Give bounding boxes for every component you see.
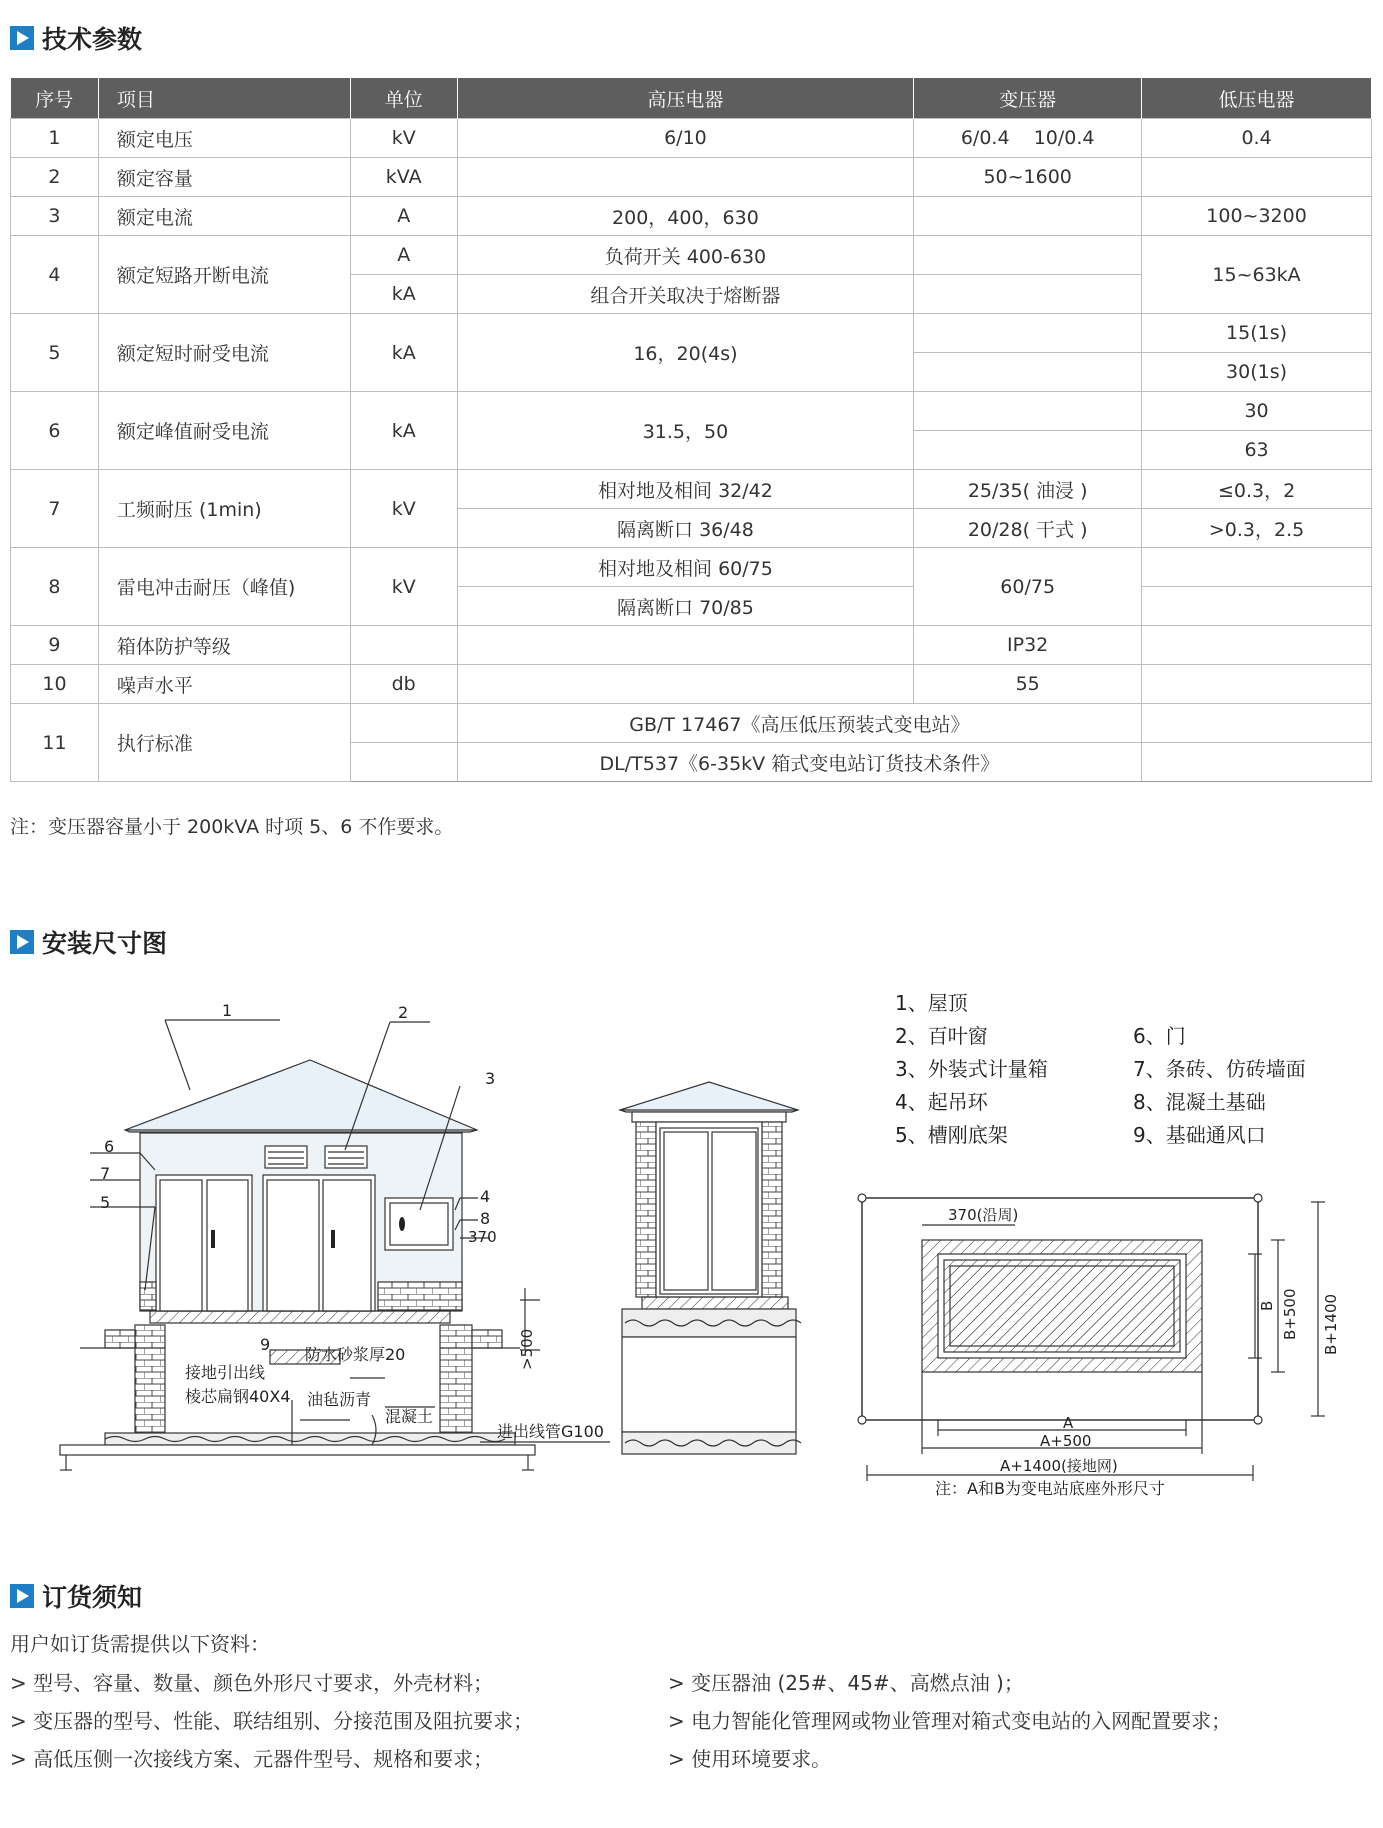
table-cell (914, 314, 1142, 353)
dimension-a1400: A+1400(接地网) (1000, 1457, 1118, 1475)
legend-item: 4、起吊环 (895, 1090, 988, 1114)
table-cell: DL/T537《6-35kV 箱式变电站订货技术条件》 (457, 743, 1141, 782)
table-cell: 25/35( 油浸 ) (914, 470, 1142, 509)
table-row (11, 665, 1372, 704)
table-cell: kA (350, 314, 457, 392)
table-cell: 5 (11, 314, 99, 392)
table-cell (1142, 158, 1372, 197)
side-elevation (620, 1082, 801, 1454)
table-cell: GB/T 17467《高压低压预装式变电站》 (457, 704, 1141, 743)
table-cell (914, 392, 1142, 431)
table-cell (1142, 704, 1372, 743)
table-cell (1142, 743, 1372, 782)
table-cell: 执行标准 (98, 704, 350, 782)
table-cell: kV (350, 470, 457, 548)
table-cell (457, 626, 914, 665)
table-cell: 50~1600 (914, 158, 1142, 197)
table-cell: 10 (11, 665, 99, 704)
table-cell: kVA (350, 158, 457, 197)
table-cell: kA (350, 275, 457, 314)
legend-item: 1、屋顶 (895, 991, 968, 1015)
conduit-label: 进出线管G100 (497, 1422, 604, 1441)
list-item: > 高低压侧一次接线方案、元器件型号、规格和要求； (10, 1747, 494, 1771)
callout-label: 9 (260, 1335, 271, 1354)
list-item: > 电力智能化管理网或物业管理对箱式变电站的入网配置要求； (668, 1709, 1232, 1733)
table-row (11, 704, 1372, 743)
table-cell: 额定容量 (98, 158, 350, 197)
table-cell: kA (350, 392, 457, 470)
table-cell: db (350, 665, 457, 704)
table-cell: 1 (11, 119, 99, 158)
felt-label: 油毡沥青 (307, 1390, 372, 1409)
ground-lead-label: 接地引出线 (185, 1363, 266, 1382)
perimeter-label: 370(沿周) (948, 1206, 1019, 1224)
callout-label: 6 (104, 1137, 115, 1156)
list-item: > 变压器油 (25#、45#、高燃点油 )； (668, 1671, 1024, 1695)
callout-label: 5 (100, 1193, 111, 1212)
table-cell (1142, 665, 1372, 704)
callout-label: 7 (100, 1164, 111, 1183)
table-cell: 额定电流 (98, 197, 350, 236)
dimension-b: B (1258, 1300, 1276, 1311)
dimension-a: A (1063, 1414, 1074, 1432)
table-cell: 6 (11, 392, 99, 470)
table-cell: 9 (11, 626, 99, 665)
legend-item: 2、百叶窗 (895, 1024, 988, 1048)
table-cell: A (350, 197, 457, 236)
plan-view (858, 1194, 1325, 1481)
section-title: 安装尺寸图 (42, 929, 168, 958)
play-arrow-icon (10, 1584, 34, 1608)
table-cell (1142, 626, 1372, 665)
table-cell: 20/28( 干式 ) (914, 509, 1142, 548)
table-cell (914, 197, 1142, 236)
callout-label: 8 (480, 1209, 491, 1228)
section-title: 技术参数 (42, 25, 143, 54)
table-cell: 3 (11, 197, 99, 236)
dimension-b500: B+500 (1281, 1288, 1299, 1340)
table-cell (350, 626, 457, 665)
table-cell (914, 431, 1142, 470)
table-header-row (11, 78, 1372, 119)
column-header: 变压器 (914, 78, 1142, 119)
table-cell: 噪声水平 (98, 665, 350, 704)
table-cell: 16，20(4s) (457, 314, 914, 392)
table-cell: 7 (11, 470, 99, 548)
dimension-b1400: B+1400 (1322, 1293, 1340, 1355)
section-heading-install (10, 924, 167, 960)
table-cell (914, 236, 1142, 275)
table-cell: ≤0.3，2 (1142, 470, 1372, 509)
table-row (11, 470, 1372, 509)
table-row (11, 314, 1372, 353)
table-cell: 相对地及相间 32/42 (457, 470, 914, 509)
table-cell: 31.5，50 (457, 392, 914, 470)
table-cell: 15(1s) (1142, 314, 1372, 353)
table-row (11, 392, 1372, 431)
table-row (11, 197, 1372, 236)
column-header: 单位 (350, 78, 457, 119)
table-cell: 8 (11, 548, 99, 626)
table-cell: 200，400，630 (457, 197, 914, 236)
column-header: 低压电器 (1142, 78, 1372, 119)
list-item: > 型号、容量、数量、颜色外形尺寸要求，外壳材料； (10, 1671, 494, 1695)
legend-item: 6、门 (1133, 1024, 1186, 1048)
table-row (11, 158, 1372, 197)
legend-item: 5、槽刚底架 (895, 1123, 1008, 1147)
list-item: > 使用环境要求。 (668, 1747, 832, 1771)
table-cell: kV (350, 548, 457, 626)
table-cell: 负荷开关 400-630 (457, 236, 914, 275)
section-heading-order (10, 1578, 142, 1614)
table-cell: 额定短路开断电流 (98, 236, 350, 314)
table-cell: 箱体防护等级 (98, 626, 350, 665)
table-cell: 30(1s) (1142, 353, 1372, 392)
table-cell: 100~3200 (1142, 197, 1372, 236)
table-cell: 隔离断口 36/48 (457, 509, 914, 548)
table-note: 注：变压器容量小于 200kVA 时项 5、6 不作要求。 (10, 816, 454, 838)
table-cell: 63 (1142, 431, 1372, 470)
table-cell (1142, 587, 1372, 626)
table-row (11, 119, 1372, 158)
dimension-a500: A+500 (1040, 1432, 1092, 1450)
table-cell: 0.4 (1142, 119, 1372, 158)
table-cell (914, 275, 1142, 314)
order-intro: 用户如订货需提供以下资料： (10, 1632, 270, 1656)
table-cell (457, 158, 914, 197)
plan-note: 注：A和B为变电站底座外形尺寸 (935, 1479, 1165, 1498)
callout-label: 4 (480, 1187, 491, 1206)
table-cell: 11 (11, 704, 99, 782)
drawing-legend (895, 991, 1306, 1147)
table-cell: IP32 (914, 626, 1142, 665)
list-item: > 变压器的型号、性能、联结组别、分接范围及阻抗要求； (10, 1709, 534, 1733)
flat-steel-label: 棱芯扁钢40X4 (185, 1387, 291, 1406)
callout-label: 3 (485, 1069, 496, 1088)
legend-item: 9、基础通风口 (1133, 1123, 1266, 1147)
table-cell: 2 (11, 158, 99, 197)
table-cell: 额定短时耐受电流 (98, 314, 350, 392)
column-header: 高压电器 (457, 78, 914, 119)
dimension-500: >500 (518, 1328, 536, 1370)
table-cell: 额定电压 (98, 119, 350, 158)
play-arrow-icon (10, 930, 34, 954)
table-cell: 6/0.4 10/0.4 (914, 119, 1142, 158)
table-cell: 组合开关取决于熔断器 (457, 275, 914, 314)
table-cell (1142, 548, 1372, 587)
order-list-right (668, 1664, 1231, 1778)
callout-label: 1 (222, 1001, 233, 1020)
table-cell: 60/75 (914, 548, 1142, 626)
table-cell: 30 (1142, 392, 1372, 431)
waterproof-label: 防水砂浆厚20 (305, 1345, 406, 1364)
table-cell (914, 353, 1142, 392)
column-header: 序号 (11, 78, 99, 119)
table-row (11, 626, 1372, 665)
section-heading-tech (10, 20, 142, 56)
callout-label: 2 (398, 1003, 409, 1022)
table-cell (350, 704, 457, 743)
table-cell: 6/10 (457, 119, 914, 158)
table-cell: 4 (11, 236, 99, 314)
concrete-label: 混凝土 (385, 1407, 434, 1426)
play-arrow-icon (10, 26, 34, 50)
table-cell: kV (350, 119, 457, 158)
table-cell: 15~63kA (1142, 236, 1372, 314)
table-cell: >0.3，2.5 (1142, 509, 1372, 548)
legend-item: 7、条砖、仿砖墙面 (1133, 1057, 1306, 1081)
table-cell (457, 665, 914, 704)
table-cell: 55 (914, 665, 1142, 704)
table-row (11, 548, 1372, 587)
table-cell: A (350, 236, 457, 275)
spec-table (10, 78, 1372, 782)
column-header: 项目 (98, 78, 350, 119)
table-cell: 工频耐压 (1min) (98, 470, 350, 548)
table-cell: 相对地及相间 60/75 (457, 548, 914, 587)
installation-drawings (0, 970, 1383, 1530)
table-row (11, 236, 1372, 275)
legend-item: 8、混凝土基础 (1133, 1090, 1266, 1114)
legend-item: 3、外装式计量箱 (895, 1057, 1048, 1081)
table-cell (350, 743, 457, 782)
table-cell: 额定峰值耐受电流 (98, 392, 350, 470)
order-list-left (10, 1664, 533, 1778)
table-cell: 隔离断口 70/85 (457, 587, 914, 626)
section-title: 订货须知 (42, 1583, 143, 1612)
table-cell: 雷电冲击耐压（峰值) (98, 548, 350, 626)
dimension-370: 370 (468, 1228, 497, 1246)
